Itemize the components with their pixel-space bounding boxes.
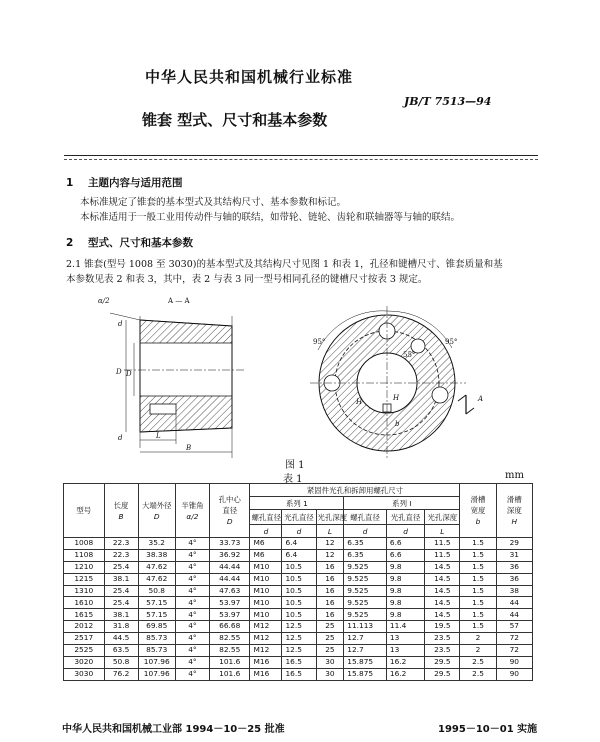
table-cell: M6 <box>250 538 282 550</box>
table-cell: 19.5 <box>425 621 460 633</box>
plain-depth-header-2: 光孔深度 <box>425 510 460 525</box>
section-label-text: A — A <box>168 297 190 305</box>
table-cell: 4° <box>175 621 209 633</box>
L1-sym-header: L <box>316 525 344 538</box>
section-1-para-2: 本标准适用于一般工业用传动件与轴的联结，如带轮、链轮、齿轮和联轴器等与轴的联结。 <box>80 212 461 223</box>
table-cell: 50.8 <box>138 585 175 597</box>
table-cell: 90 <box>496 668 532 680</box>
table-cell: 1.5 <box>460 538 496 550</box>
screw-dia-header: 螺孔直径 <box>250 510 282 525</box>
table-cell: 107.96 <box>138 656 175 668</box>
col-hole-center-header: 孔中心 直径 D <box>209 484 250 538</box>
angle-55-label: 55° <box>403 351 416 359</box>
table-cell: 85.73 <box>138 645 175 657</box>
table-row <box>64 633 533 645</box>
standard-title: 中华人民共和国机械行业标准 <box>145 68 354 86</box>
table-cell: 23.5 <box>425 645 460 657</box>
table-cell: 57.15 <box>138 609 175 621</box>
table-cell: 85.73 <box>138 633 175 645</box>
table-cell: 4° <box>175 597 209 609</box>
table-cell: 47.62 <box>138 561 175 573</box>
plain-dia-header-2: 光孔直径 <box>386 510 424 525</box>
table-cell: 69.85 <box>138 621 175 633</box>
plain-depth-header: 光孔深度 <box>316 510 344 525</box>
table-cell: 31 <box>496 549 532 561</box>
table-cell: M12 <box>250 621 282 633</box>
table-cell: 16 <box>316 609 344 621</box>
table-cell: 38.1 <box>104 573 138 585</box>
d1-label: d <box>118 434 123 442</box>
table-cell: M10 <box>250 573 282 585</box>
table-cell: 16 <box>316 573 344 585</box>
table-row <box>64 573 533 585</box>
series-1-header: 系列 1 <box>250 497 344 510</box>
table-cell: 6.6 <box>386 538 424 550</box>
table-cell: 11.4 <box>386 621 424 633</box>
table-cell: 6.4 <box>282 538 316 550</box>
table-cell: 82.55 <box>209 645 250 657</box>
footer-effective-date: 1995－10－01 实施 <box>438 724 538 735</box>
table-cell: 9.525 <box>344 585 387 597</box>
table-cell: 2 <box>460 633 496 645</box>
table-cell: 101.6 <box>209 656 250 668</box>
B-label: B <box>186 444 192 452</box>
table-cell: 2.5 <box>460 668 496 680</box>
table-cell: 9.525 <box>344 597 387 609</box>
L1-label: L <box>156 432 161 440</box>
table-cell: 1108 <box>64 549 105 561</box>
table-cell: 31.8 <box>104 621 138 633</box>
table-row <box>64 645 533 657</box>
table-cell: 44 <box>496 609 532 621</box>
table-cell: 82.55 <box>209 633 250 645</box>
table-cell: 47.63 <box>209 585 250 597</box>
table-cell: M10 <box>250 597 282 609</box>
table-cell: M10 <box>250 585 282 597</box>
section-2-title: 型式、尺寸和基本参数 <box>88 237 193 249</box>
table-cell: 6.4 <box>282 549 316 561</box>
table-cell: 2.5 <box>460 656 496 668</box>
table-cell: 53.97 <box>209 609 250 621</box>
H-label: H <box>393 394 400 402</box>
table-cell: 30 <box>316 668 344 680</box>
table-cell: 16 <box>316 561 344 573</box>
table-cell: 36.92 <box>209 549 250 561</box>
table-row <box>64 656 533 668</box>
screw-dia-header-2: 螺孔直径 <box>344 510 387 525</box>
table-cell: 10.5 <box>282 609 316 621</box>
alpha-label: α/2 <box>98 297 110 305</box>
section-2-number: 2 <box>66 237 74 249</box>
table-cell: 12 <box>316 538 344 550</box>
table-cell: 22.3 <box>104 538 138 550</box>
table-cell: 72 <box>496 645 532 657</box>
section-arrow-label: A <box>478 395 484 403</box>
table-cell: 9.8 <box>386 585 424 597</box>
table-cell: 25 <box>316 621 344 633</box>
table-cell: 72 <box>496 633 532 645</box>
table-cell: 1008 <box>64 538 105 550</box>
table-cell: 6.35 <box>344 549 387 561</box>
d1b-sym-header: d <box>344 525 387 538</box>
table-cell: 12.5 <box>282 645 316 657</box>
table-cell: 107.96 <box>138 668 175 680</box>
section-1-number: 1 <box>66 177 74 189</box>
table-cell: 25.4 <box>104 585 138 597</box>
table-cell: 16.2 <box>386 656 424 668</box>
table-cell: 4° <box>175 609 209 621</box>
table-cell: 6.6 <box>386 549 424 561</box>
table-cell: 2525 <box>64 645 105 657</box>
table-cell: 14.5 <box>425 609 460 621</box>
table-cell: 11.5 <box>425 538 460 550</box>
table-cell: 3030 <box>64 668 105 680</box>
table-cell: 10.5 <box>282 597 316 609</box>
table-unit: mm <box>505 470 524 481</box>
table-cell: 90 <box>496 656 532 668</box>
document-title: 锥套 型式、尺寸和基本参数 <box>142 111 328 129</box>
section-2-para-line-1: 2.1 锥套(型号 1008 至 3030)的基本型式及其结构尺寸见图 1 和表 1，孔径和键槽尺寸、锥套质量和基 <box>66 259 503 270</box>
table-cell: 14.5 <box>425 573 460 585</box>
col-length-header: 长度 B <box>104 484 138 538</box>
table-cell: 2 <box>460 645 496 657</box>
table-cell: M16 <box>250 668 282 680</box>
table-cell: 4° <box>175 633 209 645</box>
table-cell: 9.525 <box>344 573 387 585</box>
table-cell: 12.5 <box>282 633 316 645</box>
table-cell: 38 <box>496 585 532 597</box>
col-half-angle-header: 半锥角 α/2 <box>175 484 209 538</box>
table-cell: 1.5 <box>460 621 496 633</box>
angle-95-right-label: 95° <box>445 338 458 346</box>
section-1-title: 主题内容与适用范围 <box>88 177 183 189</box>
table-cell: M16 <box>250 656 282 668</box>
table-cell: 4° <box>175 538 209 550</box>
section-2-para-line-2: 本参数见表 2 和表 3，其中，表 2 与表 3 同一型号相同孔径的键槽尺寸按表 3 规定。 <box>66 274 428 285</box>
col-big-end-header: 大端外径 D <box>138 484 175 538</box>
series-2-header: 系列 I <box>344 497 460 510</box>
d2-sym-header: d <box>282 525 316 538</box>
table-cell: M10 <box>250 609 282 621</box>
table-cell: 23.5 <box>425 633 460 645</box>
table-cell: 13 <box>386 633 424 645</box>
table-cell: 16.2 <box>386 668 424 680</box>
table-cell: 25.4 <box>104 597 138 609</box>
table-cell: 16 <box>316 585 344 597</box>
end-view <box>310 306 483 460</box>
table-cell: 12.7 <box>344 645 387 657</box>
section-1-para-1: 本标准规定了锥套的基本型式及其结构尺寸、基本参数和标记。 <box>80 197 347 208</box>
table-row <box>64 561 533 573</box>
table-cell: 22.3 <box>104 549 138 561</box>
L1b-sym-header: L <box>425 525 460 538</box>
table-cell: 9.8 <box>386 573 424 585</box>
table-cell: 38.38 <box>138 549 175 561</box>
table-cell: 66.68 <box>209 621 250 633</box>
table-cell: 15.875 <box>344 668 387 680</box>
table-cell: 9.8 <box>386 597 424 609</box>
table-cell: M6 <box>250 549 282 561</box>
table-cell: 13 <box>386 645 424 657</box>
table-cell: 50.8 <box>104 656 138 668</box>
table-cell: 3020 <box>64 656 105 668</box>
table-cell: 29 <box>496 538 532 550</box>
table-row <box>64 538 533 550</box>
table-cell: 1.5 <box>460 585 496 597</box>
screw-group-header: 紧固件光孔和拆卸用螺孔尺寸 <box>250 484 460 497</box>
table-cell: 9.8 <box>386 561 424 573</box>
table-cell: 2012 <box>64 621 105 633</box>
table-caption: 表 1 <box>283 474 303 485</box>
table-cell: 101.6 <box>209 668 250 680</box>
table-cell: 29.5 <box>425 656 460 668</box>
D-label: D <box>116 368 122 376</box>
table-cell: 44 <box>496 597 532 609</box>
table-cell: M10 <box>250 561 282 573</box>
table-cell: 36 <box>496 561 532 573</box>
footer-issuer: 中华人民共和国机械工业部 1994－10－25 批准 <box>62 724 285 735</box>
table-cell: 57.15 <box>138 597 175 609</box>
table-row <box>64 597 533 609</box>
table-cell: 53.97 <box>209 597 250 609</box>
table-cell: 1215 <box>64 573 105 585</box>
col-keyway-width-header: 滑槽 宽度 b <box>460 484 496 538</box>
H1-label: H <box>356 398 363 406</box>
table-cell: 14.5 <box>425 585 460 597</box>
table-row <box>64 609 533 621</box>
table-cell: 16.5 <box>282 668 316 680</box>
table-cell: 1.5 <box>460 609 496 621</box>
table-cell: 25 <box>316 645 344 657</box>
table-cell: 4° <box>175 656 209 668</box>
table-cell: 33.73 <box>209 538 250 550</box>
table-cell: 11.5 <box>425 549 460 561</box>
table-cell: 47.62 <box>138 573 175 585</box>
table-cell: 76.2 <box>104 668 138 680</box>
table-cell: M12 <box>250 645 282 657</box>
table-cell: 12.5 <box>282 621 316 633</box>
plain-dia-header: 光孔直径 <box>282 510 316 525</box>
angle-95-left-label: 95° <box>313 338 326 346</box>
table-cell: 44.44 <box>209 573 250 585</box>
table-cell: 1310 <box>64 585 105 597</box>
standard-code: JB/T 7513—94 <box>404 95 492 108</box>
table-cell: 1.5 <box>460 549 496 561</box>
table-cell: 16.5 <box>282 656 316 668</box>
section-view <box>98 297 246 458</box>
table-row <box>64 585 533 597</box>
table-cell: 9.8 <box>386 609 424 621</box>
table-cell: 1.5 <box>460 561 496 573</box>
table-row <box>64 549 533 561</box>
table-cell: 12.7 <box>344 633 387 645</box>
table-cell: 4° <box>175 645 209 657</box>
table-row <box>64 621 533 633</box>
table-cell: 16 <box>316 597 344 609</box>
table-cell: 4° <box>175 668 209 680</box>
col-keyway-depth-header: 滑槽 深度 H <box>496 484 532 538</box>
table-cell: 4° <box>175 573 209 585</box>
table-cell: M12 <box>250 633 282 645</box>
d1-sym-header: d <box>250 525 282 538</box>
table-cell: 9.525 <box>344 609 387 621</box>
table-cell: 35.2 <box>138 538 175 550</box>
table-cell: 1615 <box>64 609 105 621</box>
table-cell: 1.5 <box>460 573 496 585</box>
table-cell: 10.5 <box>282 573 316 585</box>
table-cell: 29.5 <box>425 668 460 680</box>
table-cell: 15.875 <box>344 656 387 668</box>
table-cell: 36 <box>496 573 532 585</box>
table-cell: 1210 <box>64 561 105 573</box>
table-cell: 10.5 <box>282 561 316 573</box>
col-model-header: 型号 <box>64 484 105 538</box>
dimensions-table <box>63 483 533 681</box>
table-cell: 6.35 <box>344 538 387 550</box>
table-cell: 2517 <box>64 633 105 645</box>
table-cell: 4° <box>175 561 209 573</box>
D1-label: D <box>126 370 132 378</box>
table-cell: 1610 <box>64 597 105 609</box>
table-cell: 12 <box>316 549 344 561</box>
b1-label: b <box>395 420 400 428</box>
table-cell: 9.525 <box>344 561 387 573</box>
table-cell: 57 <box>496 621 532 633</box>
table-cell: 30 <box>316 656 344 668</box>
table-cell: 63.5 <box>104 645 138 657</box>
table-cell: 25 <box>316 633 344 645</box>
table-cell: 4° <box>175 585 209 597</box>
figure-caption: 图 1 <box>285 460 305 471</box>
table-cell: 14.5 <box>425 597 460 609</box>
table-row <box>64 668 533 680</box>
table-cell: 44.44 <box>209 561 250 573</box>
table-cell: 38.1 <box>104 609 138 621</box>
table-cell: 44.5 <box>104 633 138 645</box>
d2b-sym-header: d <box>386 525 424 538</box>
table-cell: 25.4 <box>104 561 138 573</box>
table-cell: 14.5 <box>425 561 460 573</box>
table-cell: 10.5 <box>282 585 316 597</box>
table-cell: 1.5 <box>460 597 496 609</box>
table-cell: 11.113 <box>344 621 387 633</box>
d-label: d <box>118 320 123 328</box>
table-cell: 4° <box>175 549 209 561</box>
